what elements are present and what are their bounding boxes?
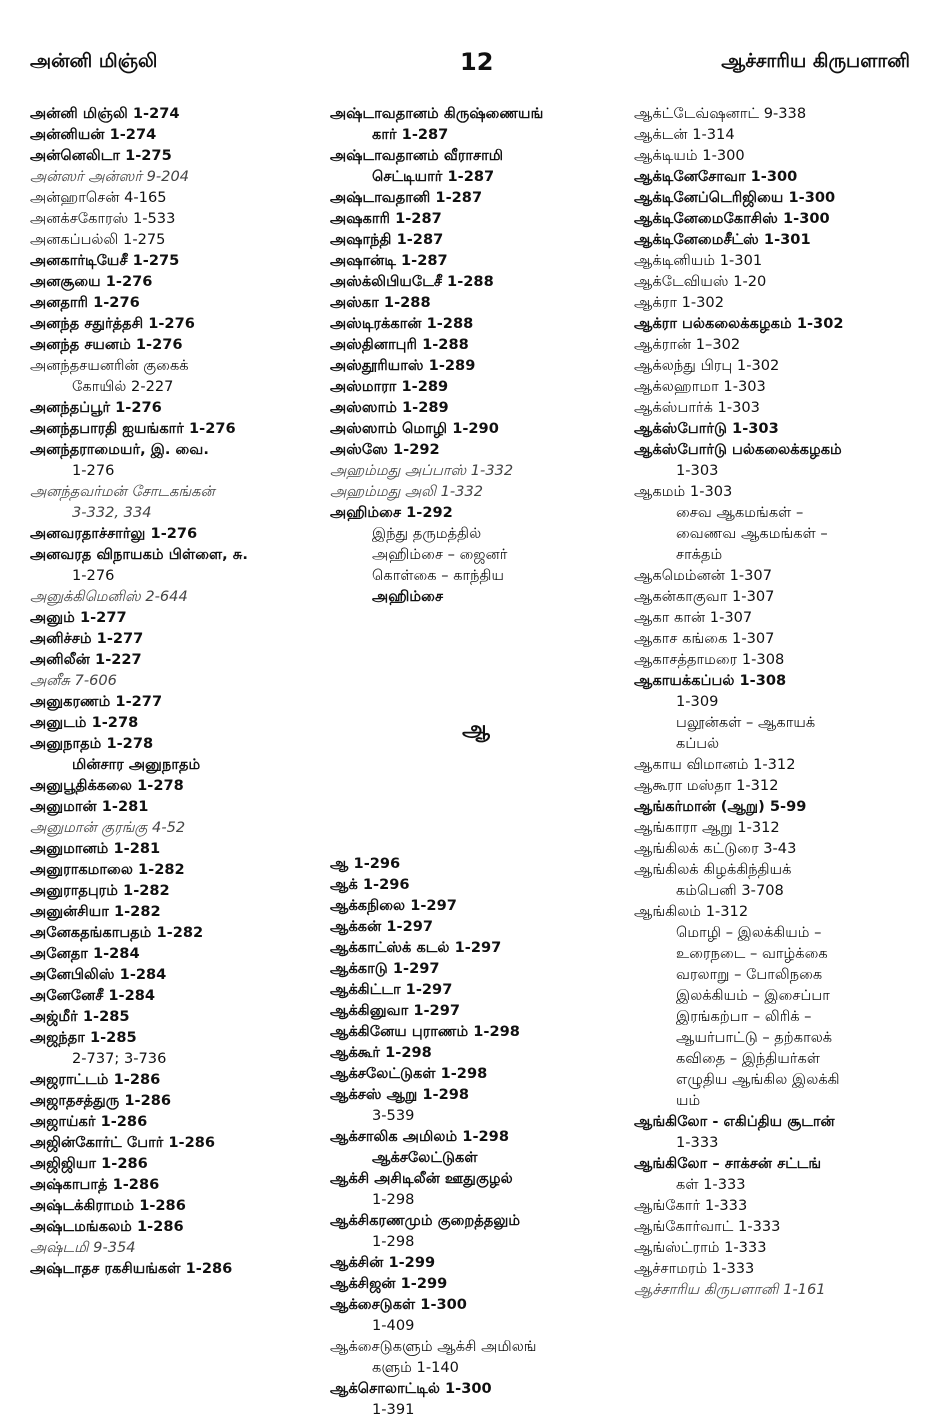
index-subentry: ஆயர்பாட்டு – தற்காலக் — [676, 1029, 833, 1046]
index-entry: ஆக்காட்ஸ்க் கடல் 1-297 — [330, 939, 502, 956]
index-entry: ஆக்டேவியஸ் 1-20 — [634, 273, 767, 290]
index-entry: ஆக்டன் 1-314 — [634, 126, 735, 143]
index-entry: அனேகதங்காபதம் 1-282 — [30, 924, 204, 941]
index-entry-continuation: களும் 1-140 — [372, 1359, 459, 1376]
index-entry-continuation: 1-298 — [372, 1233, 415, 1250]
index-entry: அனுராகமாலை 1-282 — [30, 861, 185, 878]
index-entry: அனும் 1-277 — [30, 609, 127, 626]
index-entry: அஷ்காபாத் 1-286 — [30, 1176, 160, 1193]
index-entry: அனுநாதம் 1-278 — [30, 735, 154, 752]
index-subentry: பலூன்கள் – ஆகாயக் — [676, 714, 816, 731]
index-entry: அனிச்சம் 1-277 — [30, 630, 144, 647]
index-entry: அனவரத விநாயகம் பிள்ளை, சு. — [30, 546, 248, 563]
running-head-right: ஆச்சாரிய கிருபளானி — [721, 50, 910, 72]
index-entry: ஆக்சைடுகள் 1-300 — [330, 1296, 467, 1313]
index-entry: ஆங்கோர் 1-333 — [634, 1197, 748, 1214]
index-entry: ஆகூரா மஸ்தா 1-312 — [634, 777, 779, 794]
index-entry: ஆக்சொலாட்டில் 1-300 — [330, 1380, 492, 1397]
index-entry-continuation: 1-276 — [72, 462, 115, 479]
index-entry: ஆக்டினியம் 1-301 — [634, 252, 763, 269]
index-entry: ஆக்சின் 1-299 — [330, 1254, 436, 1271]
index-entry: ஆகாயக்கப்பல் 1-308 — [634, 672, 787, 689]
index-subentry: யம் — [676, 1092, 701, 1109]
index-entry: அஜ்மீர் 1-285 — [30, 1008, 130, 1025]
index-entry: ஆகமெம்னன் 1-307 — [634, 567, 772, 584]
index-entry: அஷ்டாதச ரகசியங்கள் 1-286 — [30, 1260, 233, 1277]
section-letter: ஆ — [462, 717, 490, 742]
index-entry: அஸ்ஸாம் 1-289 — [330, 399, 449, 416]
index-entry: ஆக்டினேமைசீட்ஸ் 1-301 — [634, 231, 811, 248]
index-entry: அனுகரணம் 1-277 — [30, 693, 163, 710]
column-gap — [330, 745, 622, 853]
index-entry: அஜின்கோர்ட் போர் 1-286 — [30, 1134, 216, 1151]
index-entry: ஆக்ட்டேவ்ஷனாட் 9-338 — [634, 105, 807, 122]
index-entry: அனக்சகோரஸ் 1-533 — [30, 210, 176, 227]
index-entry: அனேனேசீ 1-284 — [30, 987, 156, 1004]
index-entry: அஸ்தினாபுரி 1-288 — [330, 336, 469, 353]
index-entry-continuation: 1-333 — [676, 1134, 719, 1151]
index-entry: ஆங்கிலோ – சாக்சன் சட்டங் — [634, 1155, 822, 1172]
index-entry: ஆக்சிகரணமும் குறைத்தலும் — [330, 1212, 521, 1229]
index-entry: ஆச்சாரிய கிருபளானி 1-161 — [634, 1281, 826, 1298]
index-entry: ஆக்கன் 1-297 — [330, 918, 434, 935]
index-subentry: மின்சார அனுநாதம் — [72, 756, 201, 773]
page-header — [30, 40, 910, 90]
index-subentry: உரைநடை – வாழ்க்கை — [676, 945, 828, 962]
index-subentry: ஆக்சலேட்டுகள் — [372, 1149, 478, 1166]
index-entry: அனுமான் குரங்கு 4-52 — [30, 819, 186, 836]
index-entry: ஆங்கோர்வாட் 1-333 — [634, 1218, 781, 1235]
index-entry: ஆக் 1-296 — [330, 876, 410, 893]
index-entry: அஜாதசத்துரு 1-286 — [30, 1092, 172, 1109]
index-entry: அனதாரி 1-276 — [30, 294, 140, 311]
index-entry: அனசூயை 1-276 — [30, 273, 153, 290]
index-entry: ஆக்கூர் 1-298 — [330, 1044, 432, 1061]
index-subentry: வைணவ ஆகமங்கள் – — [676, 525, 828, 542]
index-entry: ஆகாச கங்கை 1-307 — [634, 630, 775, 647]
index-entry: அனந்த சதுர்த்தசி 1-276 — [30, 315, 195, 332]
index-entry: அஸ்க்லிபியடேசீ 1-288 — [330, 273, 494, 290]
index-entry: அஹம்மது அலி 1-332 — [330, 483, 484, 500]
index-entry-continuation: கள் 1-333 — [676, 1176, 746, 1193]
index-subentry: எழுதிய ஆங்கில இலக்கி — [676, 1071, 840, 1088]
index-entry: அனுன்சியா 1-282 — [30, 903, 161, 920]
index-entry: அஜந்தா 1-285 — [30, 1029, 137, 1046]
index-subentry: சாக்தம் — [676, 546, 723, 563]
index-entry: ஆகா கான் 1-307 — [634, 609, 753, 626]
column-gap — [330, 607, 622, 715]
index-entry: அனுராதபுரம் 1-282 — [30, 882, 170, 899]
index-entry: ஆக்ரா 1-302 — [634, 294, 724, 311]
index-entry: ஆக்சாலிக அமிலம் 1-298 — [330, 1128, 509, 1145]
index-entry-continuation: 3-539 — [372, 1107, 415, 1124]
index-entry: அஷ்டாவதானம் கிருஷ்ணையங் — [330, 105, 544, 122]
index-column-2 — [330, 103, 622, 1420]
index-entry-continuation: கம்பெனி 3-708 — [676, 882, 784, 899]
index-entry: அஷான்டி 1-287 — [330, 252, 448, 269]
index-entry: ஆகமம் 1-303 — [634, 483, 733, 500]
index-subentry: இந்து தருமத்தில் — [372, 525, 482, 542]
index-subentry: மொழி – இலக்கியம் – — [676, 924, 822, 941]
index-entry: அனுக்கிமெனிஸ் 2-644 — [30, 588, 188, 605]
index-entry: அஷ்டக்கிராமம் 1-286 — [30, 1197, 186, 1214]
index-entry: ஆகாசத்தாமரை 1-308 — [634, 651, 785, 668]
index-entry: ஆக்லஹாமா 1-303 — [634, 378, 766, 395]
index-entry: ஆக்கினுவா 1-297 — [330, 1002, 461, 1019]
index-entry-continuation: 1-298 — [372, 1191, 415, 1208]
index-entry: அனவரதாச்சார்லு 1-276 — [30, 525, 198, 542]
index-subentry: கப்பல் — [676, 735, 720, 752]
index-entry: ஆங்கிலோ - எகிப்திய சூடான் — [634, 1113, 835, 1130]
index-entry-continuation: கோயில் 2-227 — [72, 378, 174, 395]
index-entry-continuation: 1-309 — [676, 693, 719, 710]
index-entry: அஸ்கா 1-288 — [330, 294, 431, 311]
index-entry: ஆக்ஸ்பார்க் 1-303 — [634, 399, 760, 416]
index-entry: ஆக்டினேப்டெரிஜியை 1-300 — [634, 189, 836, 206]
index-entry: அஜாய்கர் 1-286 — [30, 1113, 148, 1130]
index-entry: அஹம்மது அப்பாஸ் 1-332 — [330, 462, 514, 479]
index-entry: அஸ்ஸே 1-292 — [330, 441, 440, 458]
index-entry: ஆங்கிலம் 1-312 — [634, 903, 749, 920]
index-entry: ஆங்கர்மான் (ஆறு) 5-99 — [634, 798, 807, 815]
index-entry: ஆக்சஸ் ஆறு 1-298 — [330, 1086, 470, 1103]
index-subentry: கொள்கை – காந்திய — [372, 567, 504, 584]
index-entry: அனுமான் 1-281 — [30, 798, 149, 815]
index-entry: அனகப்பல்லி 1-275 — [30, 231, 166, 248]
index-entry: அனுடம் 1-278 — [30, 714, 139, 731]
index-subentry: கவிதை – இந்தியர்கள் — [676, 1050, 820, 1067]
index-subentry: இலக்கியம் – இசைப்பா — [676, 987, 830, 1004]
index-entry: ஆக்டியம் 1-300 — [634, 147, 745, 164]
index-entry: ஆ 1-296 — [330, 855, 401, 872]
running-head-left: அன்னி மிஞ்லி — [30, 50, 158, 72]
index-entry: அனந்தப்பூர் 1-276 — [30, 399, 162, 416]
index-entry: அஷ்டமி 9-354 — [30, 1239, 136, 1256]
index-entry: ஆக்சலேட்டுகள் 1-298 — [330, 1065, 488, 1082]
index-entry: அனேபிலிஸ் 1-284 — [30, 966, 167, 983]
index-entry: ஆக்கிட்டா 1-297 — [330, 981, 453, 998]
index-column-3 — [634, 103, 916, 1300]
index-entry: அனந்தவர்மன் சோடகங்கன் — [30, 483, 215, 500]
index-entry: ஆக்கினேய புராணம் 1-298 — [330, 1023, 520, 1040]
index-entry: ஆங்காரா ஆறு 1-312 — [634, 819, 780, 836]
index-column-1 — [30, 103, 328, 1279]
index-entry: அன்னெலிடா 1-275 — [30, 147, 172, 164]
page-number: 12 — [460, 48, 494, 76]
index-entry: அஷாந்தி 1-287 — [330, 231, 444, 248]
index-entry-continuation: 3-332, 334 — [72, 504, 152, 521]
index-entry: அனகார்டியேசீ 1-275 — [30, 252, 180, 269]
index-entry: அஷ்டமங்கலம் 1-286 — [30, 1218, 184, 1235]
index-subentry: சைவ ஆகமங்கள் – — [676, 504, 804, 521]
index-entry: அஷகாரி 1-287 — [330, 210, 442, 227]
index-entry: ஆங்ஸ்ட்ராம் 1-333 — [634, 1239, 767, 1256]
index-entry: ஆக்ஸ்போர்டு பல்கலைக்கழகம் — [634, 441, 842, 458]
index-entry-continuation: 2-737; 3-736 — [72, 1050, 167, 1067]
index-entry: ஆங்கிலக் கிழக்கிந்தியக் — [634, 861, 792, 878]
index-entry-continuation: 1-409 — [372, 1317, 415, 1334]
index-entry: அனந்தராமையர், இ. வை. — [30, 441, 209, 458]
index-entry: அன்னி மிஞ்லி 1-274 — [30, 105, 180, 122]
index-entry: அன்னியன் 1-274 — [30, 126, 157, 143]
index-entry: ஆக்ஸ்போர்டு 1-303 — [634, 420, 779, 437]
index-entry: ஆக்சைடுகளும் ஆக்சி அமிலங் — [330, 1338, 537, 1355]
index-entry: அன்ஸர் அன்ஸர் 9-204 — [30, 168, 190, 185]
index-entry: அனுமானம் 1-281 — [30, 840, 161, 857]
index-entry-continuation: 1-303 — [676, 462, 719, 479]
index-entry: ஆக்கநிலை 1-297 — [330, 897, 457, 914]
index-entry: அனிலீன் 1-227 — [30, 651, 142, 668]
index-entry: ஆக்காடு 1-297 — [330, 960, 440, 977]
index-entry: ஆகாய விமானம் 1-312 — [634, 756, 796, 773]
index-entry-continuation: செட்டியார் 1-287 — [372, 168, 495, 185]
index-entry: அனந்த சயனம் 1-276 — [30, 336, 183, 353]
index-subentry: இரங்கற்பா – லிரிக் – — [676, 1008, 812, 1025]
index-entry: ஆக்டினேமைகோசிஸ் 1-300 — [634, 210, 830, 227]
index-entry: அஸ்தூரியாஸ் 1-289 — [330, 357, 476, 374]
index-entry: அஜிஜியா 1-286 — [30, 1155, 148, 1172]
index-subentry: அஹிம்சை — [372, 588, 444, 605]
index-entry: அஸ்ஸாம் மொழி 1-290 — [330, 420, 499, 437]
index-entry: அஷ்டாவதானம் வீராசாமி — [330, 147, 504, 164]
index-entry: ஆக்ரா பல்கலைக்கழகம் 1-302 — [634, 315, 844, 332]
index-entry: அஹிம்சை 1-292 — [330, 504, 453, 521]
index-entry: அன்ஹாசென் 4-165 — [30, 189, 167, 206]
index-subentry: வரலாறு – போலிநகை — [676, 966, 823, 983]
index-entry: அனந்தபாரதி ஐயங்கார் 1-276 — [30, 420, 236, 437]
index-entry: அனேதா 1-284 — [30, 945, 140, 962]
index-subentry: அஹிம்சை – ஜைனர் — [372, 546, 508, 563]
index-entry: ஆக்சி அசிடிலீன் ஊதுகுழல் — [330, 1170, 513, 1187]
index-entry: ஆங்கிலக் கட்டுரை 3-43 — [634, 840, 797, 857]
index-entry: ஆக்ரான் 1–302 — [634, 336, 741, 353]
index-entry: அனந்தசயனரின் குகைக் — [30, 357, 189, 374]
index-entry-continuation: 1-276 — [72, 567, 115, 584]
index-entry: ஆக்டினேசோவா 1-300 — [634, 168, 798, 185]
index-entry: அஸ்மாரா 1-289 — [330, 378, 449, 395]
index-entry: அஷ்டாவதானி 1-287 — [330, 189, 483, 206]
index-entry: அனீசு 7-606 — [30, 672, 117, 689]
index-entry-continuation: கார் 1-287 — [372, 126, 449, 143]
index-entry: அஸ்டிரக்கான் 1-288 — [330, 315, 474, 332]
index-entry-continuation: 1-391 — [372, 1401, 415, 1418]
index-entry: ஆக்சிஜன் 1-299 — [330, 1275, 448, 1292]
index-entry: ஆக்லந்து பிரபு 1-302 — [634, 357, 780, 374]
index-entry: ஆகன்காகுவா 1-307 — [634, 588, 775, 605]
index-entry: அனுபூதிக்கலை 1-278 — [30, 777, 184, 794]
index-entry: அஜராட்டம் 1-286 — [30, 1071, 161, 1088]
index-entry: ஆச்சாமரம் 1-333 — [634, 1260, 755, 1277]
